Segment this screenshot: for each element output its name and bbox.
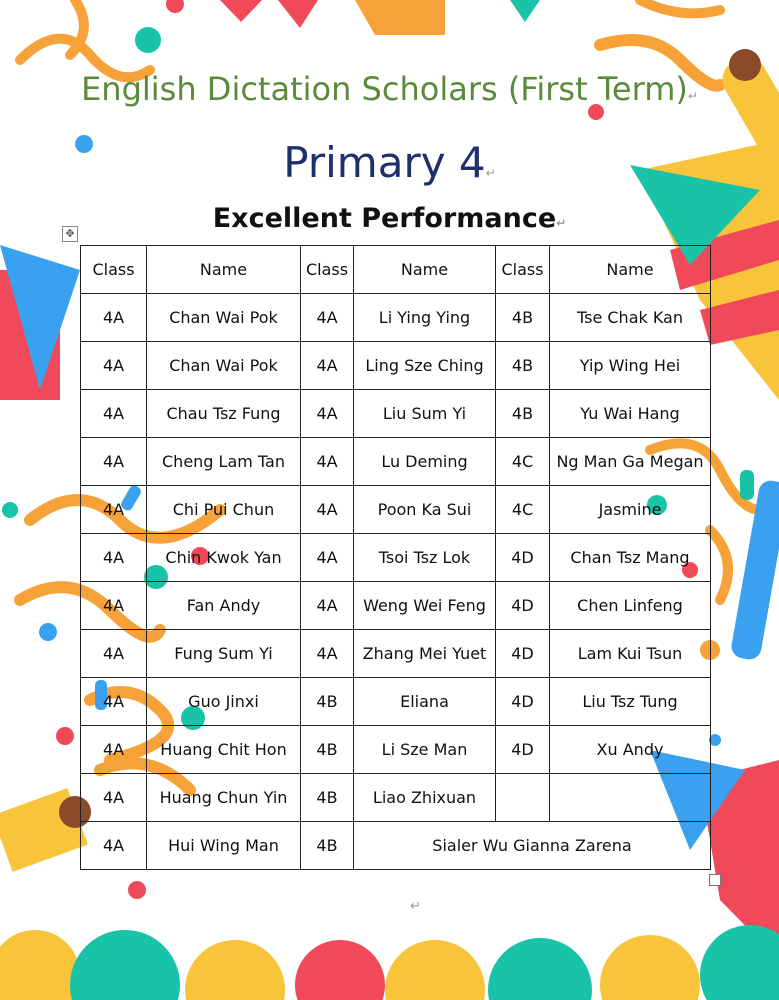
class-cell[interactable]: 4A <box>301 438 354 486</box>
name-cell[interactable]: Chin Kwok Yan <box>147 534 301 582</box>
header-name: Name <box>550 246 711 294</box>
class-cell[interactable]: 4A <box>81 534 147 582</box>
table-row <box>81 486 711 534</box>
class-cell[interactable]: 4A <box>301 342 354 390</box>
class-cell[interactable]: 4A <box>81 486 147 534</box>
class-cell[interactable]: 4B <box>496 294 550 342</box>
table-row <box>81 774 711 822</box>
table-row <box>81 678 711 726</box>
class-cell[interactable]: 4A <box>81 582 147 630</box>
class-cell[interactable]: 4A <box>81 342 147 390</box>
name-cell[interactable]: Fan Andy <box>147 582 301 630</box>
name-cell[interactable]: Xu Andy <box>550 726 711 774</box>
name-cell[interactable]: Fung Sum Yi <box>147 630 301 678</box>
header-name: Name <box>147 246 301 294</box>
class-cell[interactable]: 4B <box>496 342 550 390</box>
class-cell[interactable]: 4A <box>301 582 354 630</box>
header-class: Class <box>496 246 550 294</box>
class-cell[interactable]: 4B <box>301 678 354 726</box>
table-row <box>81 726 711 774</box>
scholars-table <box>80 245 711 870</box>
class-cell[interactable]: 4A <box>301 534 354 582</box>
table-row <box>81 438 711 486</box>
table-move-handle-icon[interactable]: ✥ <box>62 226 78 242</box>
name-cell[interactable]: Li Ying Ying <box>354 294 496 342</box>
name-cell[interactable]: Ling Sze Ching <box>354 342 496 390</box>
name-cell[interactable]: Sialer Wu Gianna Zarena <box>354 822 711 870</box>
name-cell[interactable]: Lu Deming <box>354 438 496 486</box>
class-cell[interactable]: 4A <box>301 390 354 438</box>
table-row <box>81 534 711 582</box>
grade-heading: Primary 4↵ <box>283 138 496 187</box>
class-cell[interactable]: 4D <box>496 582 550 630</box>
class-cell[interactable]: 4A <box>301 486 354 534</box>
table-row <box>81 342 711 390</box>
table-row <box>81 582 711 630</box>
paragraph-mark: ↵ <box>410 898 421 913</box>
class-cell[interactable]: 4D <box>496 630 550 678</box>
class-cell[interactable]: 4A <box>81 726 147 774</box>
name-cell[interactable]: Tse Chak Kan <box>550 294 711 342</box>
class-cell[interactable]: 4A <box>81 630 147 678</box>
class-cell[interactable]: 4A <box>81 438 147 486</box>
class-cell[interactable]: 4A <box>81 822 147 870</box>
name-cell[interactable]: Zhang Mei Yuet <box>354 630 496 678</box>
class-cell[interactable]: 4D <box>496 678 550 726</box>
name-cell[interactable]: Tsoi Tsz Lok <box>354 534 496 582</box>
class-cell[interactable]: 4C <box>496 486 550 534</box>
name-cell[interactable]: Guo Jinxi <box>147 678 301 726</box>
name-cell[interactable]: Ng Man Ga Megan <box>550 438 711 486</box>
name-cell[interactable]: Chan Wai Pok <box>147 342 301 390</box>
name-cell[interactable]: Cheng Lam Tan <box>147 438 301 486</box>
document-title: English Dictation Scholars (First Term)↵ <box>81 70 698 108</box>
name-cell[interactable]: Huang Chun Yin <box>147 774 301 822</box>
name-cell[interactable]: Yip Wing Hei <box>550 342 711 390</box>
section-heading: Excellent Performance↵ <box>212 203 567 234</box>
table-row <box>81 390 711 438</box>
class-cell[interactable]: 4D <box>496 726 550 774</box>
class-cell[interactable]: 4A <box>81 774 147 822</box>
name-cell[interactable]: Lam Kui Tsun <box>550 630 711 678</box>
table-row <box>81 822 711 870</box>
class-cell[interactable]: 4A <box>81 390 147 438</box>
class-cell[interactable]: 4B <box>301 726 354 774</box>
class-cell[interactable]: 4B <box>301 774 354 822</box>
table-row <box>81 294 711 342</box>
name-cell[interactable]: Yu Wai Hang <box>550 390 711 438</box>
class-cell[interactable]: 4D <box>496 534 550 582</box>
table-row <box>81 630 711 678</box>
class-cell[interactable]: 4C <box>496 438 550 486</box>
name-cell[interactable]: Chi Pui Chun <box>147 486 301 534</box>
name-cell[interactable]: Liao Zhixuan <box>354 774 496 822</box>
class-cell[interactable]: 4B <box>301 822 354 870</box>
class-cell[interactable]: 4A <box>301 294 354 342</box>
name-cell[interactable]: Chan Wai Pok <box>147 294 301 342</box>
header-class: Class <box>81 246 147 294</box>
name-cell[interactable]: Poon Ka Sui <box>354 486 496 534</box>
table-header-row <box>81 246 711 294</box>
name-cell[interactable]: Li Sze Man <box>354 726 496 774</box>
header-name: Name <box>354 246 496 294</box>
class-cell[interactable]: 4A <box>81 294 147 342</box>
class-cell[interactable] <box>496 774 550 822</box>
class-cell[interactable]: 4A <box>81 678 147 726</box>
name-cell[interactable]: Huang Chit Hon <box>147 726 301 774</box>
name-cell[interactable]: Eliana <box>354 678 496 726</box>
name-cell[interactable]: Chan Tsz Mang <box>550 534 711 582</box>
name-cell[interactable]: Jasmine <box>550 486 711 534</box>
name-cell[interactable] <box>550 774 711 822</box>
name-cell[interactable]: Chau Tsz Fung <box>147 390 301 438</box>
name-cell[interactable]: Weng Wei Feng <box>354 582 496 630</box>
table-resize-handle[interactable] <box>709 874 721 886</box>
name-cell[interactable]: Liu Sum Yi <box>354 390 496 438</box>
header-class: Class <box>301 246 354 294</box>
name-cell[interactable]: Liu Tsz Tung <box>550 678 711 726</box>
class-cell[interactable]: 4B <box>496 390 550 438</box>
class-cell[interactable]: 4A <box>301 630 354 678</box>
name-cell[interactable]: Chen Linfeng <box>550 582 711 630</box>
name-cell[interactable]: Hui Wing Man <box>147 822 301 870</box>
